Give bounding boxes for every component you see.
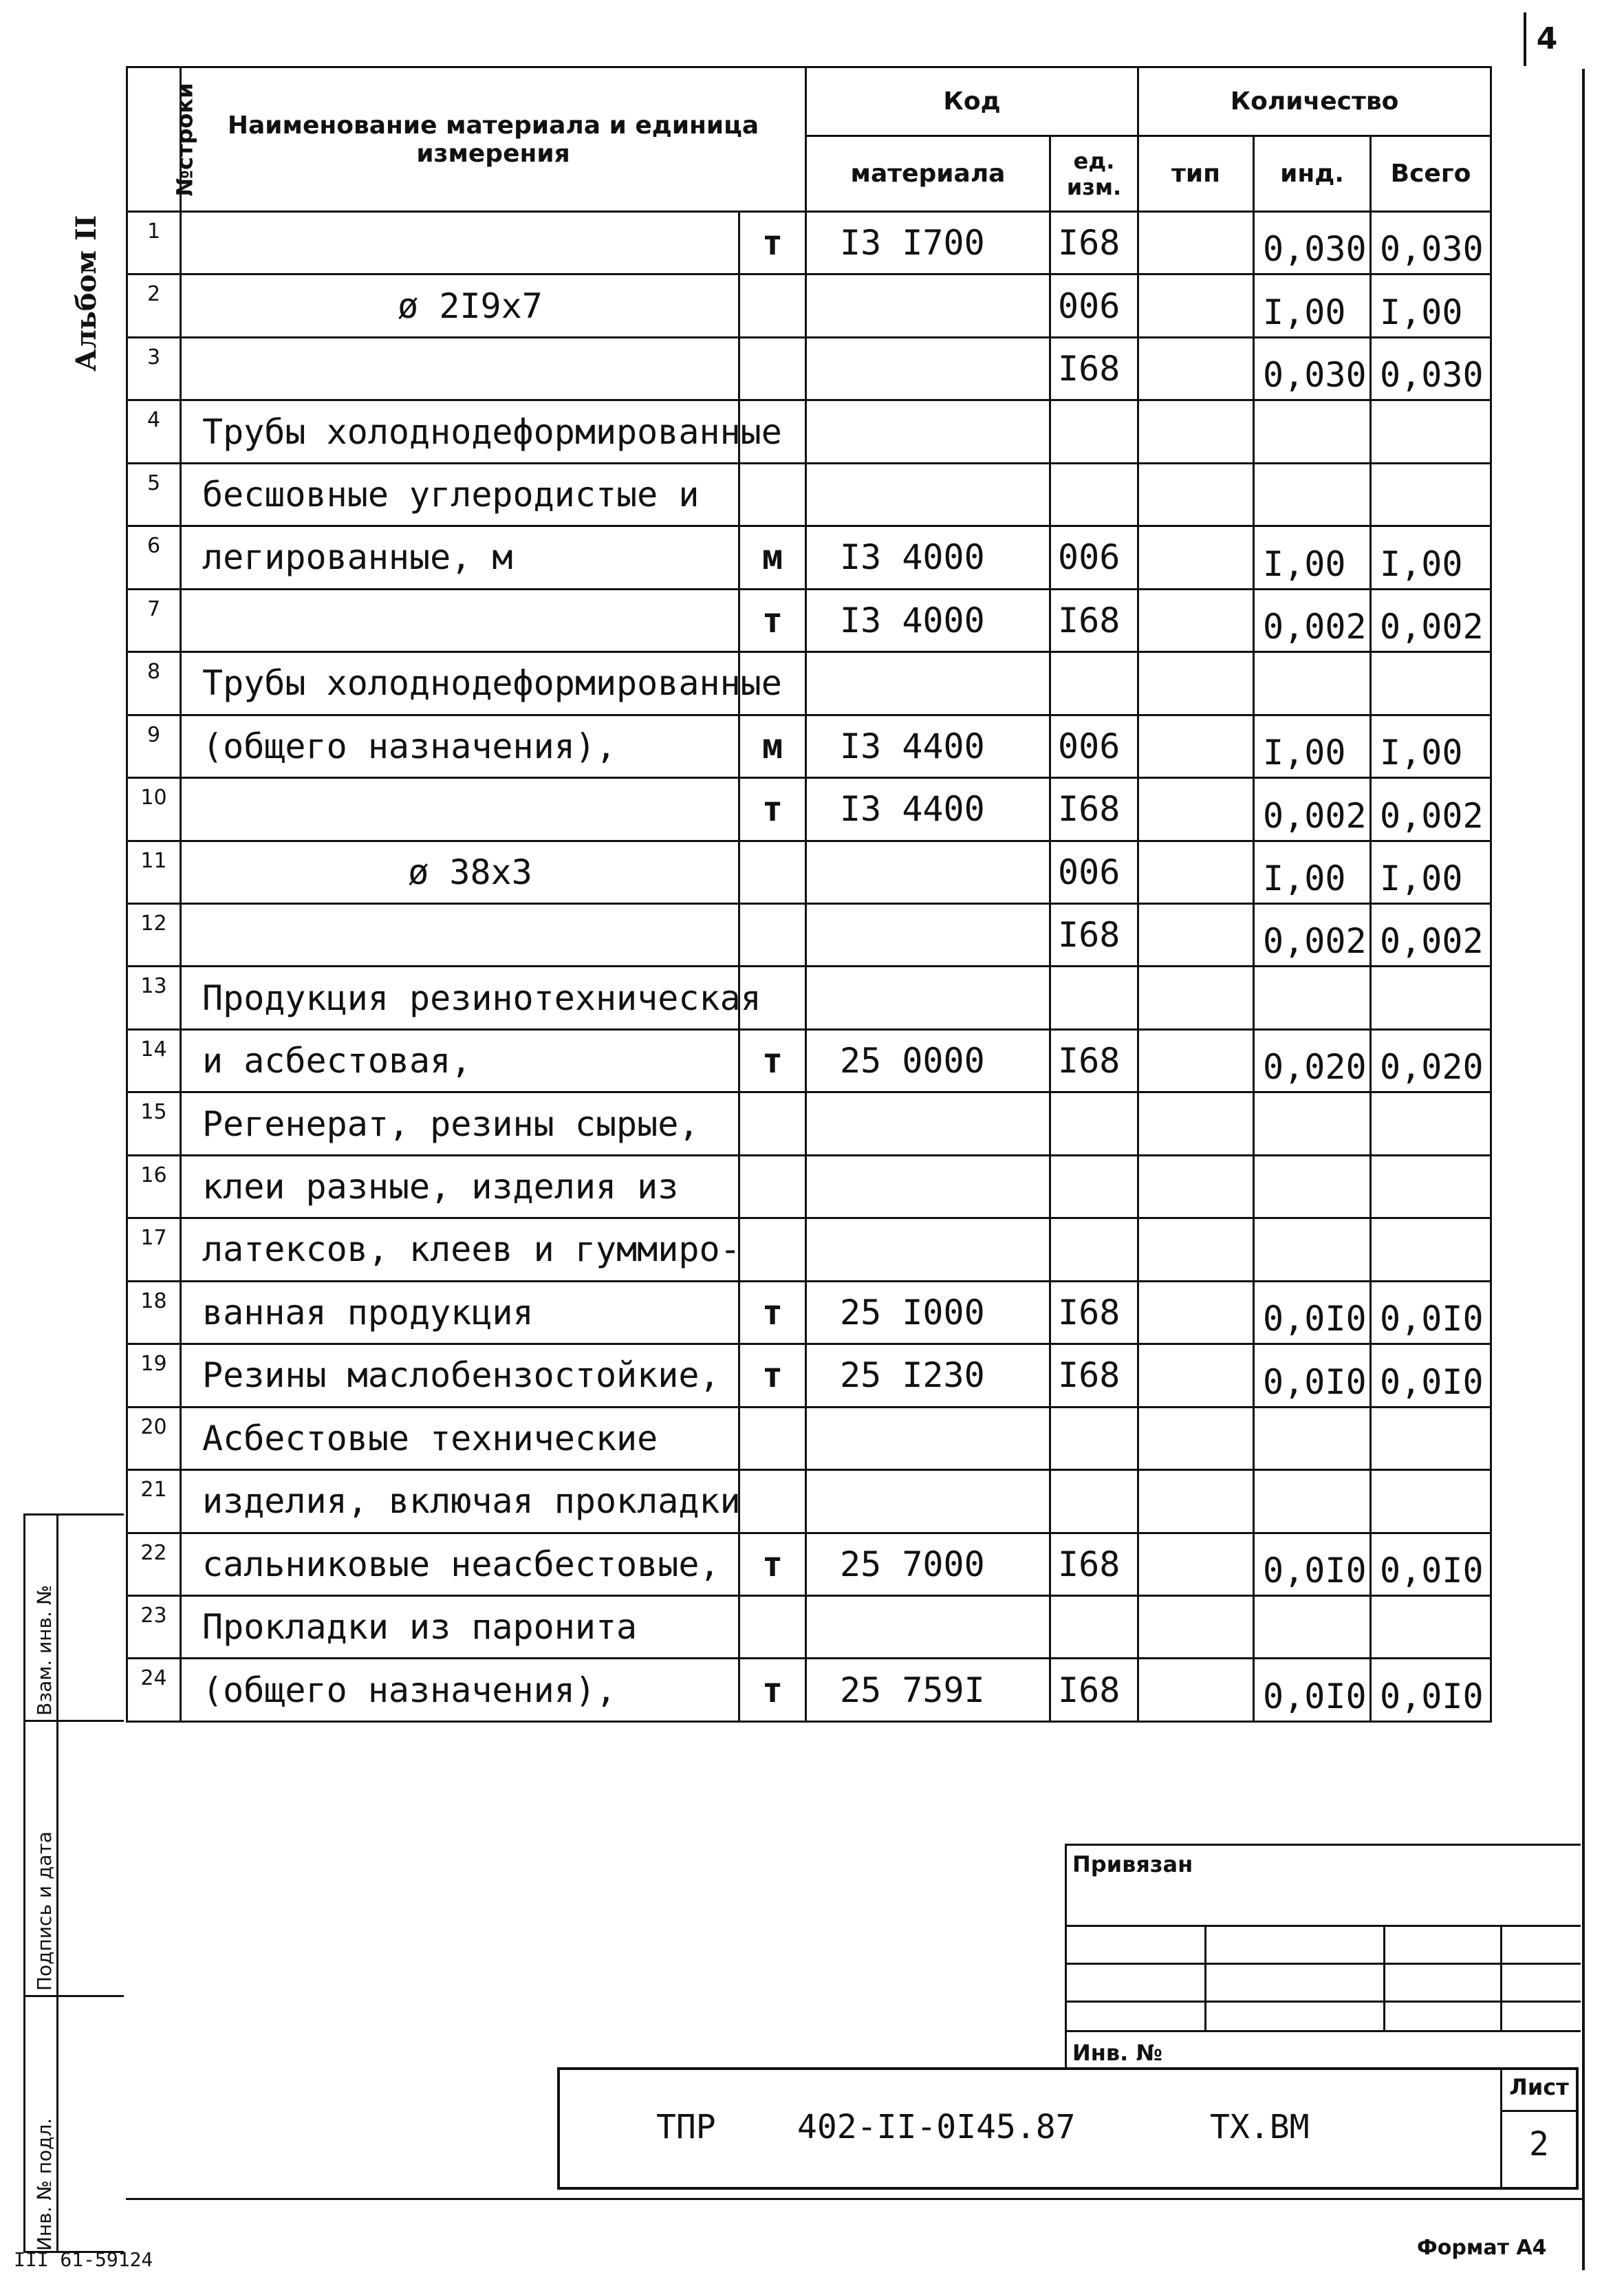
material-code <box>806 903 1050 966</box>
table-row <box>127 526 1582 589</box>
row-filler <box>1491 903 1582 966</box>
stamp-mark: ТХ.ВМ <box>1210 2108 1310 2146</box>
qty-ind <box>1254 1155 1371 1218</box>
unit <box>739 1092 806 1155</box>
inv-label: Инв. № <box>1072 2040 1162 2066</box>
row-number: 14 <box>127 1029 181 1092</box>
row-filler <box>1491 1092 1582 1155</box>
qty-type <box>1138 1155 1254 1218</box>
album-label: Альбом II <box>70 215 102 371</box>
qty-ind: I,00 <box>1254 841 1371 903</box>
table-row <box>127 1533 1582 1595</box>
qty-type <box>1138 526 1254 589</box>
qty-total: 0,020 <box>1371 1029 1491 1092</box>
material-name: ø 38x3 <box>181 841 739 903</box>
material-name: ø 2I9x7 <box>181 274 739 337</box>
row-number: 24 <box>127 1659 181 1722</box>
qty-type <box>1138 778 1254 841</box>
row-filler <box>1491 1155 1582 1218</box>
qty-ind: I,00 <box>1254 526 1371 589</box>
unit-code <box>1050 1218 1138 1281</box>
qty-type <box>1138 337 1254 400</box>
bound-vline-1 <box>1204 1925 1206 2030</box>
qty-ind <box>1254 1470 1371 1533</box>
qty-total: 0,0I0 <box>1371 1344 1491 1407</box>
material-code <box>806 1595 1050 1658</box>
row-number: 8 <box>127 652 181 715</box>
unit-code <box>1050 1092 1138 1155</box>
header-qty-total: Всего <box>1371 136 1491 212</box>
table-row <box>127 652 1582 715</box>
material-code <box>806 841 1050 903</box>
unit-code: I68 <box>1050 212 1138 274</box>
stamp-doc-code: 402-II-0I45.87 <box>797 2108 1076 2146</box>
table-row <box>127 903 1582 966</box>
table-row <box>127 1407 1582 1469</box>
qty-type <box>1138 715 1254 777</box>
side-replace-inv <box>25 1516 124 1722</box>
qty-type <box>1138 1092 1254 1155</box>
material-name: Регенерат, резины сырые, <box>181 1092 739 1155</box>
header-qty-type: тип <box>1138 136 1254 212</box>
unit-code: I68 <box>1050 778 1138 841</box>
unit: т <box>739 778 806 841</box>
unit-code <box>1050 463 1138 526</box>
material-code <box>806 1092 1050 1155</box>
qty-ind <box>1254 1595 1371 1658</box>
qty-total <box>1371 1407 1491 1469</box>
material-name: Продукция резинотехническая <box>181 967 739 1029</box>
qty-ind: 0,0I0 <box>1254 1281 1371 1344</box>
qty-total <box>1371 400 1491 463</box>
qty-ind: 0,030 <box>1254 212 1371 274</box>
unit: т <box>739 1281 806 1344</box>
qty-total: 0,002 <box>1371 778 1491 841</box>
side-sign-date-label: Подпись и дата <box>33 1831 56 1991</box>
unit <box>739 903 806 966</box>
unit-code <box>1050 1155 1138 1218</box>
qty-total: 0,0I0 <box>1371 1281 1491 1344</box>
row-number: 1 <box>127 212 181 274</box>
table-row <box>127 1218 1582 1281</box>
header-row-number <box>127 67 198 212</box>
sheet-number: 2 <box>1529 2125 1549 2164</box>
material-name: ванная продукция <box>181 1281 739 1344</box>
material-name: сальниковые неасбестовые, <box>181 1533 739 1595</box>
qty-total <box>1371 967 1491 1029</box>
qty-ind: 0,002 <box>1254 903 1371 966</box>
unit: т <box>739 1029 806 1092</box>
unit-code: I68 <box>1050 903 1138 966</box>
header-row-number-label: №строки <box>171 83 198 197</box>
qty-type <box>1138 652 1254 715</box>
material-code: I3 I700 <box>806 212 1050 274</box>
qty-total <box>1371 1092 1491 1155</box>
material-name: Резины маслобензостойкие, <box>181 1344 739 1407</box>
header-code-unit: ед. изм. <box>1050 136 1138 212</box>
material-code <box>806 337 1050 400</box>
stamp-tpr: ТПР <box>656 2108 716 2146</box>
bound-line-2 <box>1067 1963 1581 1965</box>
qty-type <box>1138 1344 1254 1407</box>
row-number: 16 <box>127 1155 181 1218</box>
row-number: 20 <box>127 1407 181 1469</box>
side-inv-orig-label: Инв. № подл. <box>33 2117 56 2251</box>
row-number: 7 <box>127 589 181 651</box>
row-filler <box>1491 652 1582 715</box>
material-name: бесшовные углеродистые и <box>181 463 739 526</box>
qty-total: I,00 <box>1371 841 1491 903</box>
qty-type <box>1138 1659 1254 1722</box>
unit-code <box>1050 1470 1138 1533</box>
table-row <box>127 400 1582 463</box>
row-filler <box>1491 400 1582 463</box>
material-name: Трубы холоднодеформированные <box>181 400 739 463</box>
material-name: изделия, включая прокладки <box>181 1470 739 1533</box>
table-row <box>127 1092 1582 1155</box>
unit-code: 006 <box>1050 274 1138 337</box>
unit-code: I68 <box>1050 337 1138 400</box>
qty-total: 0,030 <box>1371 212 1491 274</box>
bound-label: Привязан <box>1072 1851 1193 1877</box>
row-filler <box>1491 212 1582 274</box>
unit-code <box>1050 400 1138 463</box>
material-code: 25 0000 <box>806 1029 1050 1092</box>
row-number: 13 <box>127 967 181 1029</box>
sheet-label: Лист <box>1509 2074 1569 2100</box>
material-name: Прокладки из паронита <box>181 1595 739 1658</box>
unit-code: I68 <box>1050 1281 1138 1344</box>
header-code-material: материала <box>806 136 1050 212</box>
table-row <box>127 274 1582 337</box>
row-number: 22 <box>127 1533 181 1595</box>
unit: т <box>739 212 806 274</box>
unit: т <box>739 589 806 651</box>
qty-ind <box>1254 652 1371 715</box>
qty-ind: 0,030 <box>1254 337 1371 400</box>
row-filler <box>1491 967 1582 1029</box>
materials-table <box>126 66 1582 1723</box>
table-row <box>127 1344 1582 1407</box>
unit <box>739 841 806 903</box>
row-number: 2 <box>127 274 181 337</box>
side-replace-inv-label: Взам. инв. № <box>33 1584 56 1716</box>
row-number: 17 <box>127 1218 181 1281</box>
qty-type <box>1138 1407 1254 1469</box>
qty-type <box>1138 274 1254 337</box>
table-row <box>127 841 1582 903</box>
material-name <box>181 589 739 651</box>
qty-ind: 0,0I0 <box>1254 1344 1371 1407</box>
qty-ind <box>1254 463 1371 526</box>
header-quantity: Количество <box>1138 67 1491 136</box>
row-number: 11 <box>127 841 181 903</box>
unit-code: 006 <box>1050 841 1138 903</box>
unit: м <box>739 526 806 589</box>
table-row <box>127 1029 1582 1092</box>
unit: т <box>739 1344 806 1407</box>
row-number: 4 <box>127 400 181 463</box>
row-filler <box>1491 1029 1582 1092</box>
footer-format: Формат А4 <box>1417 2236 1547 2260</box>
row-filler <box>1491 1344 1582 1407</box>
row-number: 5 <box>127 463 181 526</box>
side-stamp <box>23 1513 124 2253</box>
qty-ind <box>1254 1407 1371 1469</box>
qty-type <box>1138 463 1254 526</box>
table-row <box>127 1155 1582 1218</box>
material-code: 25 I230 <box>806 1344 1050 1407</box>
qty-type <box>1138 400 1254 463</box>
material-name: (общего назначения), <box>181 715 739 777</box>
qty-type <box>1138 1533 1254 1595</box>
side-inv-orig <box>25 1997 124 2255</box>
material-name: Трубы холоднодеформированные <box>181 652 739 715</box>
unit-code: I68 <box>1050 1029 1138 1092</box>
bottom-frame-line <box>126 2198 1582 2200</box>
table-row <box>127 1595 1582 1658</box>
unit <box>739 1470 806 1533</box>
qty-type <box>1138 1281 1254 1344</box>
material-code: I3 4400 <box>806 778 1050 841</box>
material-code: 25 759I <box>806 1659 1050 1722</box>
qty-total: 0,002 <box>1371 903 1491 966</box>
unit <box>739 1218 806 1281</box>
qty-total <box>1371 652 1491 715</box>
footer-left-text: III 61-59124 <box>14 2248 153 2271</box>
row-number: 12 <box>127 903 181 966</box>
row-number: 6 <box>127 526 181 589</box>
unit-code <box>1050 652 1138 715</box>
unit <box>739 1595 806 1658</box>
material-name: легированные, м <box>181 526 739 589</box>
table-row <box>127 1470 1582 1533</box>
sheet-divider <box>1502 2110 1576 2112</box>
qty-ind <box>1254 967 1371 1029</box>
qty-ind: 0,0I0 <box>1254 1533 1371 1595</box>
row-filler <box>1491 526 1582 589</box>
unit-code: 006 <box>1050 715 1138 777</box>
unit-code <box>1050 967 1138 1029</box>
qty-ind <box>1254 1092 1371 1155</box>
qty-total: I,00 <box>1371 526 1491 589</box>
bound-block <box>1065 1844 1581 2069</box>
material-code: I3 4000 <box>806 526 1050 589</box>
qty-total <box>1371 1595 1491 1658</box>
table-row <box>127 1659 1582 1722</box>
material-code <box>806 1155 1050 1218</box>
qty-total <box>1371 1470 1491 1533</box>
row-filler <box>1491 337 1582 400</box>
qty-total: I,00 <box>1371 274 1491 337</box>
header-name <box>181 67 806 212</box>
material-code <box>806 463 1050 526</box>
bound-vline-3 <box>1500 1925 1502 2030</box>
unit-code: I68 <box>1050 1659 1138 1722</box>
row-filler <box>1491 589 1582 651</box>
material-code <box>806 400 1050 463</box>
qty-type <box>1138 1029 1254 1092</box>
material-name <box>181 212 739 274</box>
qty-type <box>1138 1470 1254 1533</box>
row-number: 23 <box>127 1595 181 1658</box>
qty-total: I,00 <box>1371 715 1491 777</box>
unit: м <box>739 715 806 777</box>
material-name <box>181 337 739 400</box>
qty-ind: I,00 <box>1254 715 1371 777</box>
material-code <box>806 1218 1050 1281</box>
material-code: I3 4400 <box>806 715 1050 777</box>
table-row <box>127 337 1582 400</box>
row-number: 9 <box>127 715 181 777</box>
row-number: 3 <box>127 337 181 400</box>
side-sign-date <box>25 1722 124 1997</box>
qty-total <box>1371 463 1491 526</box>
unit <box>739 1407 806 1469</box>
material-name: Асбестовые технические <box>181 1407 739 1469</box>
right-frame-line <box>1582 69 1585 2270</box>
table-row <box>127 589 1582 651</box>
material-code <box>806 1470 1050 1533</box>
qty-type <box>1138 903 1254 966</box>
unit-code <box>1050 1595 1138 1658</box>
qty-type <box>1138 967 1254 1029</box>
row-filler <box>1491 778 1582 841</box>
unit-code: I68 <box>1050 589 1138 651</box>
qty-ind: 0,0I0 <box>1254 1659 1371 1722</box>
unit <box>739 463 806 526</box>
qty-total: 0,0I0 <box>1371 1659 1491 1722</box>
material-name: и асбестовая, <box>181 1029 739 1092</box>
material-code <box>806 652 1050 715</box>
sheet-box <box>1500 2070 1576 2187</box>
material-name <box>181 778 739 841</box>
material-code <box>806 1407 1050 1469</box>
row-number: 19 <box>127 1344 181 1407</box>
qty-type <box>1138 212 1254 274</box>
unit: т <box>739 1533 806 1595</box>
qty-total: 0,002 <box>1371 589 1491 651</box>
row-number: 21 <box>127 1470 181 1533</box>
qty-total <box>1371 1218 1491 1281</box>
material-name: (общего назначения), <box>181 1659 739 1722</box>
title-stamp <box>557 2067 1579 2190</box>
material-code: 25 7000 <box>806 1533 1050 1595</box>
bound-vline-2 <box>1383 1925 1385 2030</box>
bound-line-3 <box>1067 2001 1581 2003</box>
page-number: 4 <box>1524 12 1568 66</box>
unit <box>739 337 806 400</box>
row-filler <box>1491 1595 1582 1658</box>
row-filler <box>1491 1470 1582 1533</box>
unit-code: I68 <box>1050 1533 1138 1595</box>
header-name-label: Наименование материала и единица измерения <box>227 111 759 168</box>
table-row <box>127 967 1582 1029</box>
material-name: латексов, клеев и гуммиро- <box>181 1218 739 1281</box>
row-filler <box>1491 841 1582 903</box>
row-filler <box>1491 715 1582 777</box>
qty-ind: I,00 <box>1254 274 1371 337</box>
row-number: 10 <box>127 778 181 841</box>
unit-code: 006 <box>1050 526 1138 589</box>
table-row <box>127 715 1582 777</box>
table-row <box>127 463 1582 526</box>
row-number: 18 <box>127 1281 181 1344</box>
table-row <box>127 212 1582 274</box>
qty-ind: 0,020 <box>1254 1029 1371 1092</box>
bound-line-4 <box>1067 2030 1581 2032</box>
qty-type <box>1138 1218 1254 1281</box>
qty-total: 0,030 <box>1371 337 1491 400</box>
row-filler <box>1491 1407 1582 1469</box>
qty-ind: 0,002 <box>1254 589 1371 651</box>
unit-code <box>1050 1407 1138 1469</box>
qty-type <box>1138 1595 1254 1658</box>
material-code: I3 4000 <box>806 589 1050 651</box>
qty-total: 0,0I0 <box>1371 1533 1491 1595</box>
unit-code: I68 <box>1050 1344 1138 1407</box>
qty-total <box>1371 1155 1491 1218</box>
row-filler <box>1491 1281 1582 1344</box>
unit: т <box>739 1659 806 1722</box>
material-code: 25 I000 <box>806 1281 1050 1344</box>
row-number: 15 <box>127 1092 181 1155</box>
bound-line-1 <box>1067 1925 1581 1927</box>
header-qty-ind: инд. <box>1254 136 1371 212</box>
qty-type <box>1138 841 1254 903</box>
row-filler <box>1491 274 1582 337</box>
material-name <box>181 903 739 966</box>
row-filler <box>1491 463 1582 526</box>
material-code <box>806 967 1050 1029</box>
material-code <box>806 274 1050 337</box>
table-row <box>127 778 1582 841</box>
header-code: Код <box>806 67 1138 136</box>
qty-ind: 0,002 <box>1254 778 1371 841</box>
unit <box>739 1155 806 1218</box>
material-name: клеи разные, изделия из <box>181 1155 739 1218</box>
row-filler <box>1491 1533 1582 1595</box>
table-row <box>127 1281 1582 1344</box>
qty-ind <box>1254 400 1371 463</box>
qty-ind <box>1254 1218 1371 1281</box>
row-filler <box>1491 1218 1582 1281</box>
qty-type <box>1138 589 1254 651</box>
header-filler <box>1491 67 1582 212</box>
unit <box>739 274 806 337</box>
row-filler <box>1491 1659 1582 1722</box>
